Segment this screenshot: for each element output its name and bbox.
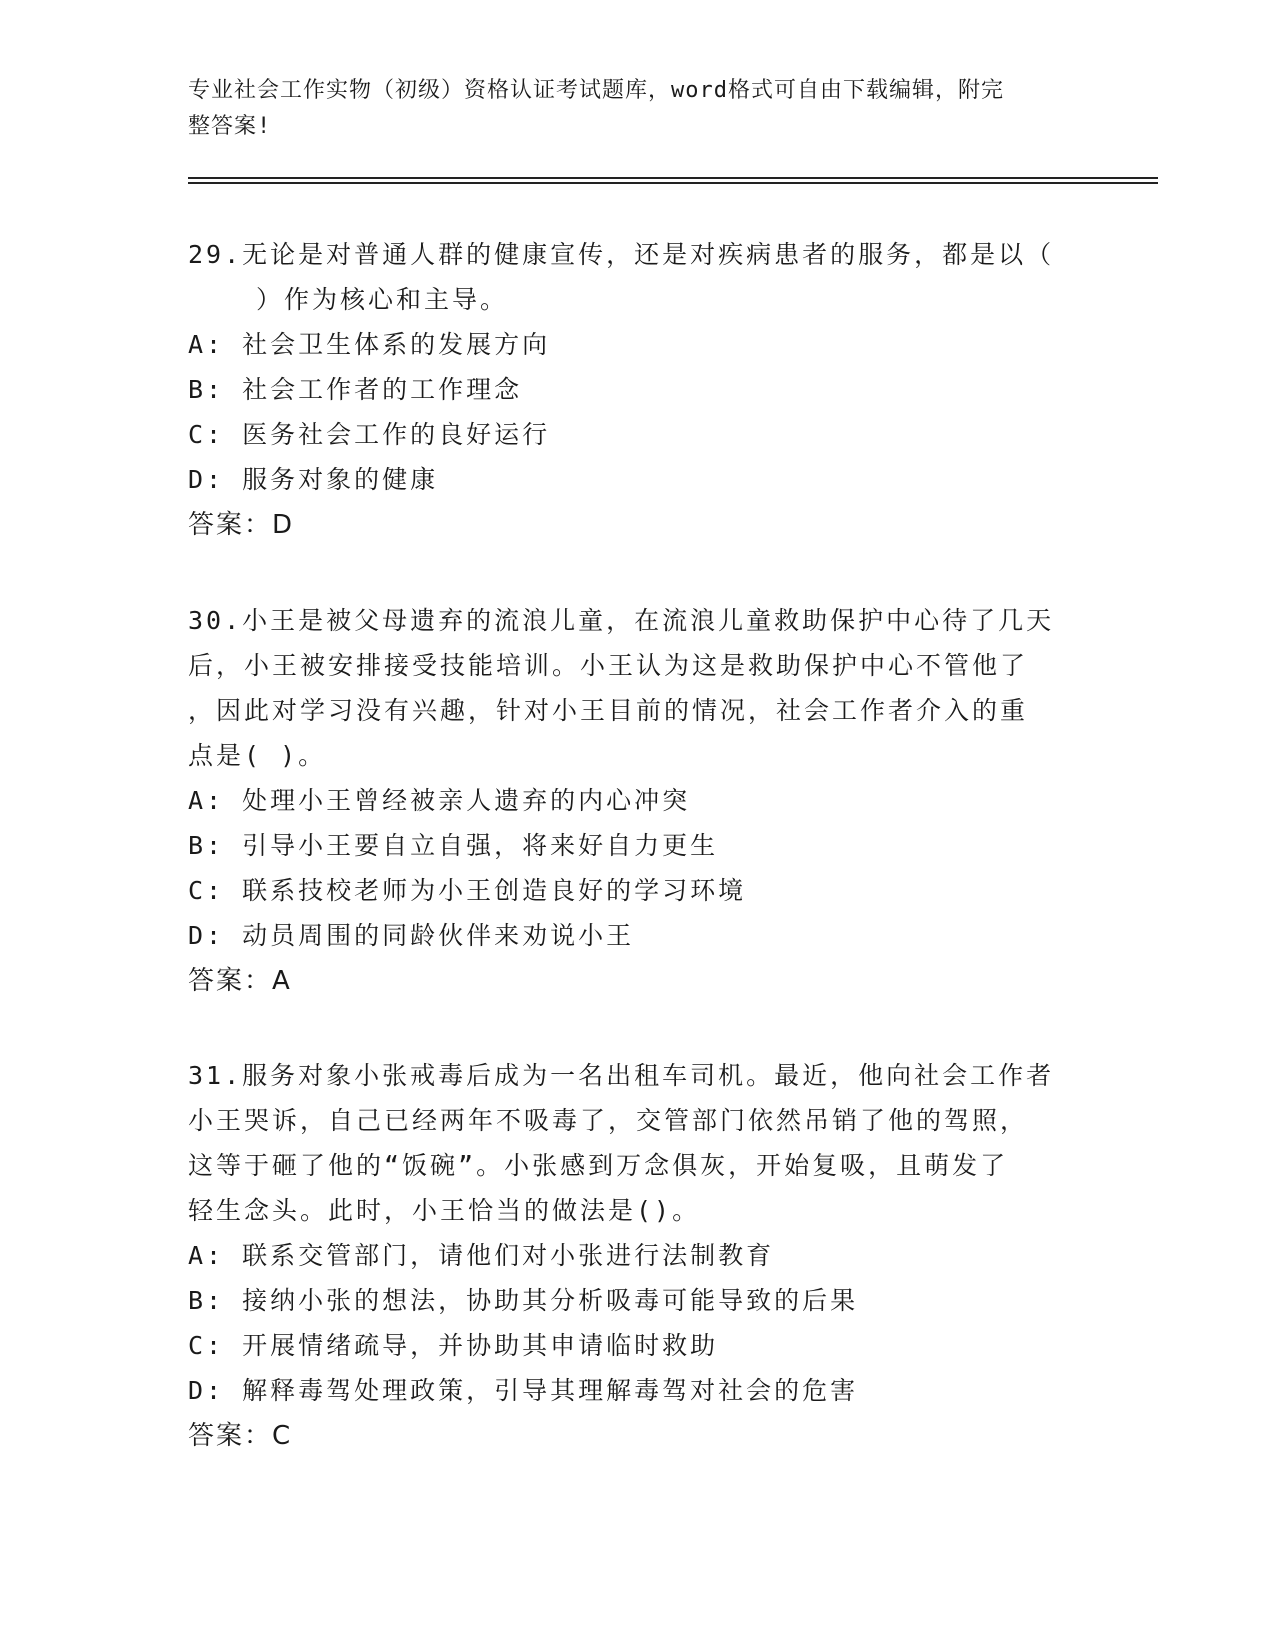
stem-line: ）作为核心和主导。	[256, 285, 509, 314]
option-a: A: 联系交管部门，请他们对小张进行法制教育	[188, 1241, 775, 1270]
stem-line: 这等于砸了他的“饭碗”。小张感到万念俱灰，开始复吸，且萌发了	[188, 1151, 1009, 1180]
option-b: B: 社会工作者的工作理念	[188, 375, 523, 404]
option-d: D: 服务对象的健康	[188, 465, 439, 494]
stem-line: 31.服务对象小张戒毒后成为一名出租车司机。最近，他向社会工作者	[188, 1061, 1055, 1090]
option-c: C: 医务社会工作的良好运行	[188, 420, 551, 449]
question-29	[188, 232, 1088, 548]
option-a: A: 社会卫生体系的发展方向	[188, 330, 551, 359]
question-stem	[188, 232, 1088, 322]
stem-line: 轻生念头。此时，小王恰当的做法是()。	[188, 1196, 701, 1225]
stem-line: 后，小王被安排接受技能培训。小王认为这是救助保护中心不管他了	[188, 651, 1029, 680]
option-d: D: 解释毒驾处理政策，引导其理解毒驾对社会的危害	[188, 1376, 859, 1405]
option-c: C: 开展情绪疏导，并协助其申请临时救助	[188, 1331, 719, 1360]
document-header	[188, 73, 1068, 145]
stem-line: 小王哭诉，自己已经两年不吸毒了，交管部门依然吊销了他的驾照，	[188, 1106, 1029, 1135]
answer: 答案：D	[188, 510, 295, 540]
header-divider-top	[188, 177, 1158, 179]
stem-line: 29.无论是对普通人群的健康宣传，还是对疾病患者的服务，都是以（	[188, 240, 1055, 269]
option-a: A: 处理小王曾经被亲人遗弃的内心冲突	[188, 786, 691, 815]
stem-line: ，因此对学习没有兴趣，针对小王目前的情况，社会工作者介入的重	[188, 696, 1029, 725]
stem-line: 点是( )。	[188, 741, 327, 770]
stem-line: 30.小王是被父母遗弃的流浪儿童，在流浪儿童救助保护中心待了几天	[188, 606, 1055, 635]
header-line-2: 整答案!	[188, 114, 272, 139]
question-stem	[188, 1053, 1088, 1233]
option-d: D: 动员周围的同龄伙伴来劝说小王	[188, 921, 635, 950]
answer: 答案：C	[188, 1421, 293, 1451]
option-c: C: 联系技校老师为小王创造良好的学习环境	[188, 876, 747, 905]
option-b: B: 引导小王要自立自强，将来好自力更生	[188, 831, 719, 860]
header-divider-bottom	[188, 182, 1158, 184]
question-31	[188, 1053, 1088, 1459]
question-stem	[188, 598, 1088, 778]
header-line-1: 专业社会工作实物（初级）资格认证考试题库，word格式可自由下载编辑，附完	[188, 78, 1004, 103]
question-30	[188, 598, 1088, 1004]
answer: 答案：A	[188, 966, 292, 996]
option-b: B: 接纳小张的想法，协助其分析吸毒可能导致的后果	[188, 1286, 859, 1315]
